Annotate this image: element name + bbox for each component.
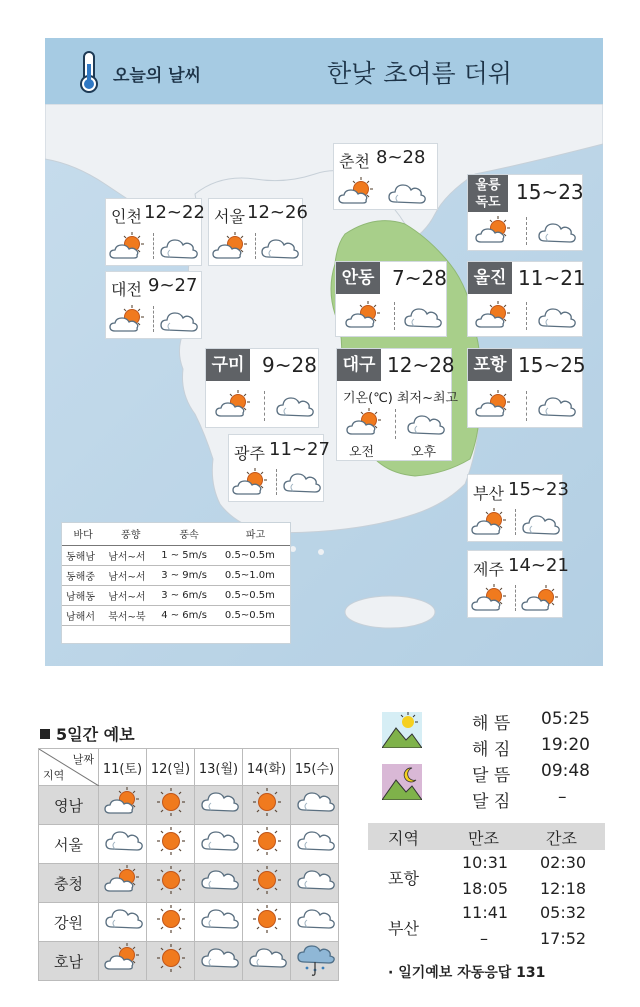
forecast-day: 11(토) — [99, 749, 147, 786]
sunrise-label: 해 뜸 — [472, 714, 511, 734]
divider — [276, 469, 277, 495]
forecast-cell — [99, 942, 147, 981]
city-temp: 12~22 — [144, 202, 205, 223]
forecast-cell — [291, 864, 339, 903]
city-gumi — [205, 348, 319, 428]
city-temp: 11~21 — [518, 266, 586, 290]
city-temp: 7~28 — [392, 266, 447, 290]
city-name: 춘천 — [339, 152, 370, 171]
sea-cell: 남해동 — [62, 585, 104, 605]
sea-cell: 남해서 — [62, 605, 104, 625]
city-name: 울진 — [468, 262, 512, 294]
city-seoul — [208, 198, 308, 266]
thermometer-icon — [75, 50, 103, 94]
am-label: 오전 — [349, 445, 375, 460]
city-name-line1: 울릉 — [475, 178, 501, 193]
tide-region: 부산 — [388, 919, 419, 938]
sea-cell: 남서~서 — [104, 545, 157, 565]
cloud-icon — [199, 942, 239, 976]
sun-cloud-icon — [474, 300, 514, 332]
sun-cloud-icon — [344, 300, 384, 332]
sun-cloud-icon — [337, 176, 377, 208]
city-jeju — [467, 550, 569, 618]
forecast-cell — [99, 825, 147, 864]
city-name: 부산 — [473, 484, 504, 503]
forecast-row — [39, 903, 339, 942]
city-name: 서울 — [214, 207, 245, 226]
forecast-row — [39, 942, 339, 981]
city-temp: 15~23 — [516, 180, 584, 204]
forecast-cell — [243, 903, 291, 942]
divider — [255, 233, 256, 259]
sea-header: 파고 — [221, 523, 290, 545]
sea-cell: 4 ~ 6m/s — [157, 605, 221, 625]
city-temp: 15~23 — [508, 479, 569, 500]
cloud-icon — [199, 864, 239, 898]
city-name-line2: 독도 — [475, 195, 501, 210]
tide-high: – — [480, 929, 488, 948]
city-temp: 11~27 — [269, 439, 330, 460]
sea-header: 바다 — [62, 523, 104, 545]
city-daegu — [336, 348, 459, 461]
forecast-row — [39, 864, 339, 903]
sun-cloud-icon — [108, 231, 148, 263]
sea-row — [62, 605, 290, 625]
cloud-icon — [405, 409, 445, 441]
tide-high: 18:05 — [462, 879, 509, 898]
divider — [394, 302, 395, 330]
forecast-cell — [195, 864, 243, 903]
tide-high: 10:31 — [462, 853, 509, 872]
cloud-icon — [536, 391, 576, 423]
forecast-cell — [291, 903, 339, 942]
city-name: 대구 — [337, 349, 381, 381]
forecast-cell — [243, 786, 291, 825]
forecast-region: 강원 — [39, 903, 99, 942]
sea-condition-table — [61, 522, 291, 644]
sea-cell: 0.5~0.5m — [221, 545, 290, 565]
forecast-corner — [39, 749, 99, 786]
sun-cloud-icon — [103, 864, 143, 898]
moonrise-time: 09:48 — [541, 761, 590, 781]
moonset-label: 달 짐 — [472, 792, 511, 812]
cloud-icon — [295, 825, 335, 859]
cloud-icon — [247, 942, 287, 976]
sun-cloud-icon — [474, 215, 514, 247]
tide-low: 17:52 — [540, 929, 587, 948]
sun-icon — [247, 864, 287, 898]
divider — [153, 306, 154, 332]
tide-header — [368, 823, 605, 850]
sunset-time: 19:20 — [541, 735, 590, 755]
tide-region: 포항 — [388, 869, 419, 888]
forecast-cell — [147, 825, 195, 864]
tide-high: 11:41 — [462, 903, 509, 922]
tide-header-region: 지역 — [388, 829, 419, 848]
forecast-cell — [147, 864, 195, 903]
cloud-icon — [295, 864, 335, 898]
cloud-icon — [199, 825, 239, 859]
sea-cell: 동해중 — [62, 565, 104, 585]
sea-row — [62, 565, 290, 585]
sea-row — [62, 585, 290, 605]
forecast-day: 14(화) — [243, 749, 291, 786]
sun-cloud-icon — [103, 786, 143, 820]
sea-header: 풍향 — [104, 523, 157, 545]
cloud-icon — [103, 903, 143, 937]
cloud-icon — [274, 391, 314, 423]
forecast-row — [39, 786, 339, 825]
forecast-cell — [195, 825, 243, 864]
forecast-title: 5일간 예보 — [40, 722, 135, 745]
city-temp: 14~21 — [508, 555, 569, 576]
sun-cloud-icon — [214, 389, 254, 421]
sea-cell: 0.5~0.5m — [221, 585, 290, 605]
forecast-table — [38, 748, 339, 981]
today-weather-label: 오늘의 날씨 — [113, 66, 202, 86]
sun-cloud-icon — [345, 407, 385, 439]
cloud-sun-icon — [520, 583, 560, 615]
forecast-cell — [99, 903, 147, 942]
sea-cell: 남서~서 — [104, 585, 157, 605]
city-uljin — [467, 261, 586, 337]
sun-cloud-icon — [103, 942, 143, 976]
moonrise-label: 달 뜸 — [472, 766, 511, 786]
sea-cell: 동해남 — [62, 545, 104, 565]
cloud-icon — [536, 217, 576, 249]
weather-map — [45, 38, 603, 666]
forecast-cell — [291, 825, 339, 864]
sea-row — [62, 545, 290, 565]
forecast-cell — [243, 864, 291, 903]
city-name: 구미 — [206, 349, 250, 381]
sun-cloud-icon — [470, 507, 510, 539]
cloud-icon — [158, 306, 198, 338]
cloud-icon — [520, 509, 560, 541]
forecast-region: 충청 — [39, 864, 99, 903]
forecast-row — [39, 825, 339, 864]
city-chuncheon — [333, 143, 438, 210]
forecast-day: 13(월) — [195, 749, 243, 786]
city-name: 제주 — [473, 560, 504, 579]
city-temp: 12~28 — [387, 353, 455, 377]
sea-cell: 3 ~ 9m/s — [157, 565, 221, 585]
sun-icon — [151, 903, 191, 937]
city-temp: 9~28 — [262, 353, 317, 377]
sun-cloud-icon — [470, 583, 510, 615]
sun-icon — [151, 942, 191, 976]
cloud-icon — [295, 903, 335, 937]
city-incheon — [105, 198, 205, 266]
cloud-icon — [259, 233, 299, 265]
forecast-region: 호남 — [39, 942, 99, 981]
forecast-cell — [147, 942, 195, 981]
tide-low: 05:32 — [540, 903, 587, 922]
headline: 한낮 초여름 더위 — [327, 59, 512, 88]
cloud-icon — [199, 903, 239, 937]
sea-cell: 3 ~ 6m/s — [157, 585, 221, 605]
sea-cell: 북서~북 — [104, 605, 157, 625]
divider — [526, 302, 527, 330]
sea-cell: 0.5~0.5m — [221, 605, 290, 625]
divider — [264, 391, 265, 421]
forecast-cell — [291, 942, 339, 981]
city-gwangju — [228, 434, 330, 502]
forecast-region: 서울 — [39, 825, 99, 864]
corner-date-label: 날짜 — [72, 753, 94, 766]
forecast-cell — [291, 786, 339, 825]
sunset-label: 해 짐 — [472, 740, 511, 760]
tide-low: 12:18 — [540, 879, 587, 898]
city-temp: 15~25 — [518, 353, 586, 377]
sun-icon — [151, 825, 191, 859]
cloud-icon — [199, 786, 239, 820]
sea-cell: 0.5~1.0m — [221, 565, 290, 585]
forecast-day: 15(수) — [291, 749, 339, 786]
divider — [526, 391, 527, 421]
divider — [515, 585, 516, 611]
tide-header-low: 간조 — [546, 829, 577, 848]
sun-cloud-icon — [108, 304, 148, 336]
rain-icon — [295, 942, 335, 976]
sea-header: 풍속 — [157, 523, 221, 545]
city-ulleung — [467, 174, 583, 251]
moonrise-icon — [382, 764, 422, 800]
city-name: 광주 — [234, 444, 265, 463]
city-temp: 12~26 — [247, 202, 308, 223]
forecast-hotline-note: · 일기예보 자동응답 131 — [388, 965, 546, 981]
forecast-cell — [99, 864, 147, 903]
forecast-cell — [195, 942, 243, 981]
tide-low: 02:30 — [540, 853, 587, 872]
sun-cloud-icon — [211, 231, 251, 263]
sun-icon — [151, 786, 191, 820]
forecast-region: 영남 — [39, 786, 99, 825]
city-temp: 8~28 — [376, 147, 426, 168]
cloud-icon — [295, 786, 335, 820]
sunrise-icon — [382, 712, 422, 748]
city-name: 안동 — [336, 262, 380, 294]
city-name: 대전 — [111, 280, 142, 299]
city-busan — [467, 474, 569, 542]
forecast-cell — [195, 903, 243, 942]
city-pohang — [467, 348, 586, 428]
forecast-cell — [99, 786, 147, 825]
cloud-icon — [536, 302, 576, 334]
divider — [395, 409, 396, 439]
city-label-box — [468, 175, 508, 212]
forecast-cell — [147, 903, 195, 942]
forecast-cell — [147, 786, 195, 825]
city-temp: 9~27 — [148, 275, 198, 296]
map-header — [45, 38, 603, 104]
sun-icon — [247, 786, 287, 820]
sea-cell: 남서~서 — [104, 565, 157, 585]
city-name: 포항 — [468, 349, 512, 381]
moonset-time: – — [558, 787, 567, 807]
cloud-icon — [281, 467, 321, 499]
forecast-day: 12(일) — [147, 749, 195, 786]
sun-cloud-icon — [231, 467, 271, 499]
cloud-icon — [386, 178, 426, 210]
pm-label: 오후 — [411, 445, 437, 460]
cloud-icon — [158, 233, 198, 265]
divider — [526, 217, 527, 245]
corner-region-label: 지역 — [43, 769, 65, 782]
city-name: 인천 — [111, 207, 142, 226]
city-daejeon — [105, 271, 202, 339]
forecast-cell — [195, 786, 243, 825]
sunrise-time: 05:25 — [541, 709, 590, 729]
cloud-icon — [402, 302, 442, 334]
sun-icon — [247, 825, 287, 859]
sun-icon — [151, 864, 191, 898]
divider — [515, 509, 516, 535]
city-andong — [335, 261, 447, 337]
cloud-icon — [103, 825, 143, 859]
forecast-cell — [243, 825, 291, 864]
sun-cloud-icon — [474, 389, 514, 421]
forecast-cell — [243, 942, 291, 981]
tide-header-high: 만조 — [468, 829, 499, 848]
divider — [153, 233, 154, 259]
sun-icon — [247, 903, 287, 937]
legend-text: 기온(℃) 최저~최고 — [343, 391, 459, 406]
sea-cell: 1 ~ 5m/s — [157, 545, 221, 565]
